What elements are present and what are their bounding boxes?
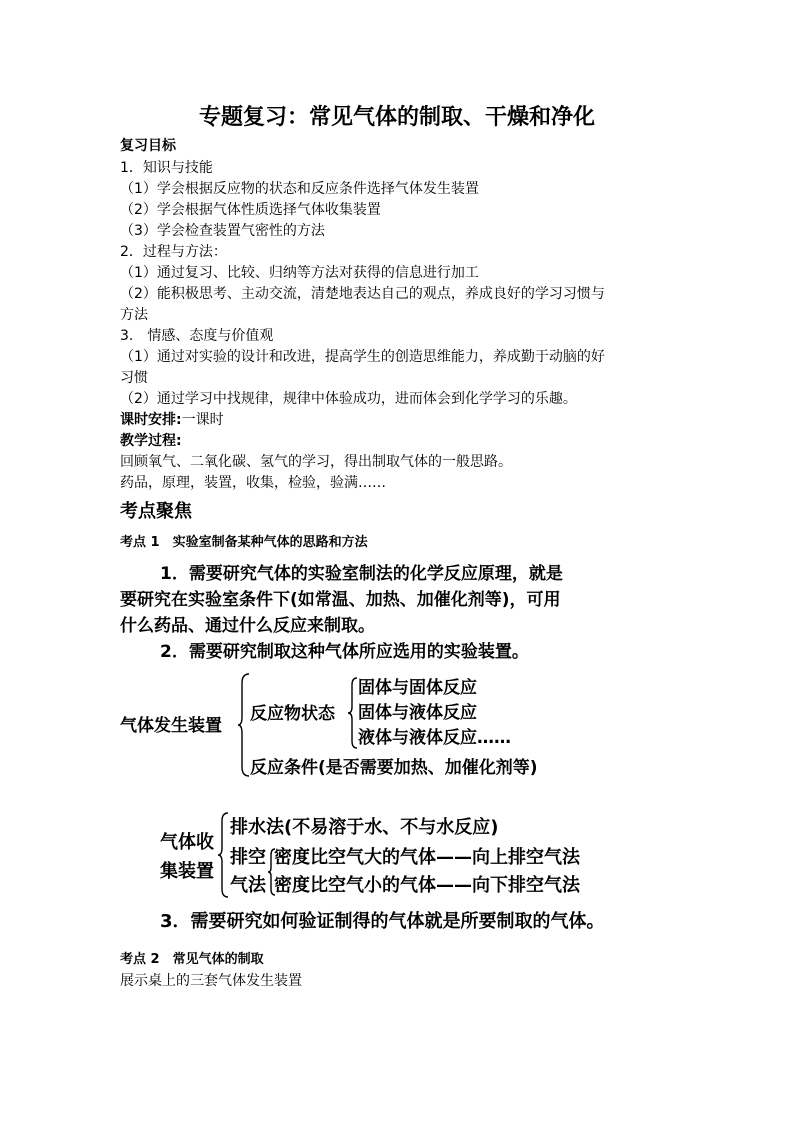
goal-line: （2）通过学习中找规律，规律中体验成功，进而体会到化学学习的乐趣。 xyxy=(120,391,577,407)
schedule-value: 一课时 xyxy=(181,412,224,428)
state-liquid-liquid: 液体与液体反应…… xyxy=(358,728,511,748)
page-title: 专题复习：常见气体的制取、干燥和净化 xyxy=(198,105,595,130)
goal-line: （3）学会检查装置气密性的方法 xyxy=(120,223,325,239)
air-down-method: 密度比空气小的气体——向下排空气法 xyxy=(274,875,580,896)
water-method: 排水法(不易溶于水、不与水反应) xyxy=(230,817,499,838)
goals-heading: 复习目标 xyxy=(120,138,176,154)
collector-brace xyxy=(218,812,229,898)
process-heading: 教学过程: xyxy=(120,433,182,449)
schedule-label: 课时安排: xyxy=(120,412,182,428)
reactant-state-label: 反应物状态 xyxy=(250,704,335,724)
goal-line: （1）通过对实验的设计和改进，提高学生的创造思维能力，养成勤于动脑的好 xyxy=(120,349,605,365)
goal-line: 1．知识与技能 xyxy=(120,160,213,176)
focus-heading: 考点聚焦 xyxy=(120,501,192,522)
para1-line: 1．需要研究气体的实验室制法的化学反应原理，就是 xyxy=(160,564,563,584)
collector-root-line1: 气体收 xyxy=(160,832,214,853)
para2-line: 2．需要研究制取这种气体所应选用的实验装置。 xyxy=(160,642,529,662)
air-method-line1: 排空 xyxy=(230,847,266,868)
reaction-condition: 反应条件(是否需要加热、加催化剂等) xyxy=(250,758,538,778)
state-brace xyxy=(348,677,358,749)
para1-line: 要研究在实验室条件下(如常温、加热、加催化剂等)，可用 xyxy=(120,590,561,610)
generator-brace xyxy=(238,673,250,777)
goal-line: （1）学会根据反应物的状态和反应条件选择气体发生装置 xyxy=(120,181,479,197)
goal-line: （2）学会根据气体性质选择气体收集装置 xyxy=(120,202,381,218)
goal-line: 3. 情感、态度与价值观 xyxy=(120,328,274,344)
para1-line: 什么药品、通过什么反应来制取。 xyxy=(120,616,375,636)
goal-line: （2）能积极思考、主动交流，清楚地表达自己的观点，养成良好的学习习惯与 xyxy=(120,286,605,302)
goal-line: 习惯 xyxy=(120,370,148,386)
goal-line: 2．过程与方法： xyxy=(120,244,227,260)
process-line: 回顾氧气、二氧化碳、氢气的学习，得出制取气体的一般思路。 xyxy=(120,454,512,470)
generator-root: 气体发生装置 xyxy=(120,716,222,736)
schedule-line xyxy=(120,410,224,430)
collector-root-line2: 集装置 xyxy=(160,861,214,882)
air-up-method: 密度比空气大的气体——向上排空气法 xyxy=(274,847,580,868)
goal-line: （1）通过复习、比较、归纳等方法对获得的信息进行加工 xyxy=(120,265,479,281)
goal-line: 方法 xyxy=(120,307,148,323)
para3-line: 3．需要研究如何验证制得的气体就是所要制取的气体。 xyxy=(160,911,605,932)
air-method-line2: 气法 xyxy=(230,875,266,896)
state-solid-liquid: 固体与液体反应 xyxy=(358,703,477,723)
state-solid-solid: 固体与固体反应 xyxy=(358,678,477,698)
point2-text: 展示桌上的三套气体发生装置 xyxy=(120,973,302,989)
point1-title: 考点 1 实验室制备某种气体的思路和方法 xyxy=(120,535,368,550)
process-line: 药品，原理，装置，收集，检验，验满…… xyxy=(120,475,386,491)
point2-title: 考点 2 常见气体的制取 xyxy=(120,952,264,967)
